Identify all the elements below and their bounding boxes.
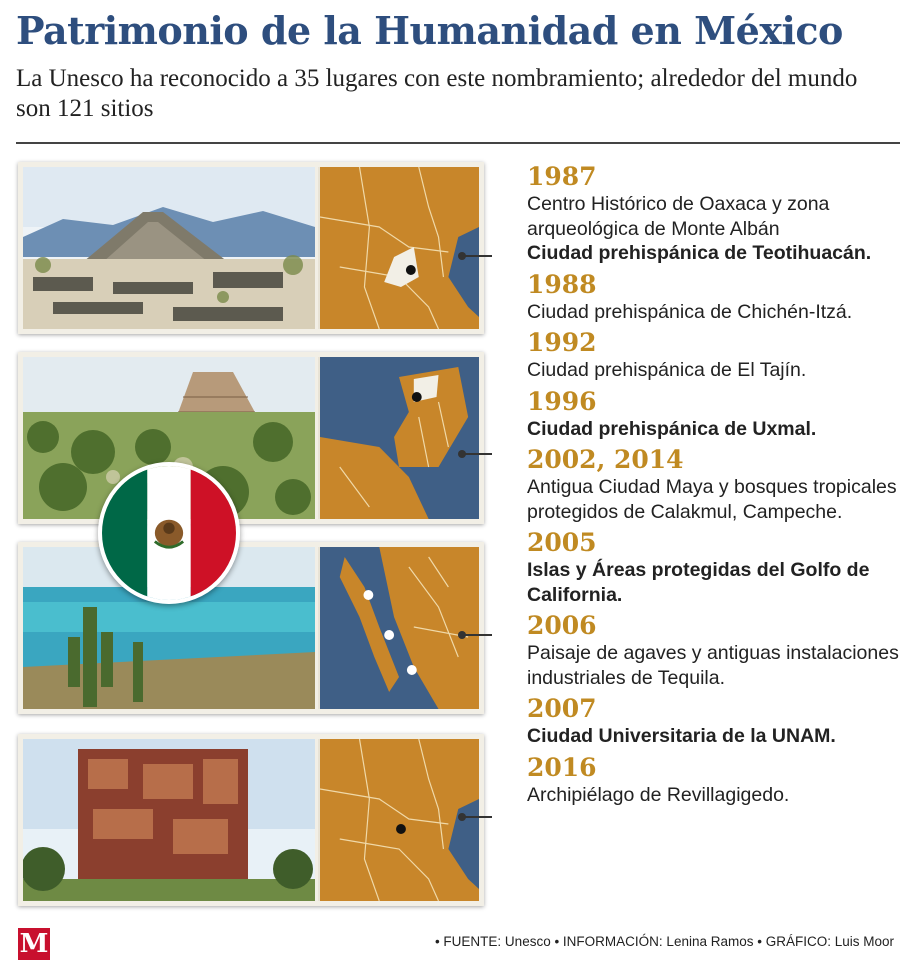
entry-year: 2006 bbox=[527, 611, 597, 640]
teotihuacan-pyramid-photo bbox=[23, 167, 315, 329]
entry-1987 bbox=[527, 162, 899, 266]
entry-description: Ciudad prehispánica de Chichén-Itzá. bbox=[527, 300, 853, 323]
entry-2005 bbox=[527, 528, 899, 607]
entry-1988 bbox=[527, 270, 899, 325]
entry-2002-2014 bbox=[527, 445, 899, 524]
entry-1996 bbox=[527, 387, 899, 442]
entry-year: 2002, 2014 bbox=[527, 445, 684, 474]
map-golfo-california bbox=[318, 547, 479, 709]
entry-description: Antigua Ciudad Maya y bosques tropicales protegidos de Calakmul, Campeche. bbox=[527, 476, 897, 523]
connector-teotihuacan bbox=[462, 255, 492, 257]
panel-uxmal bbox=[18, 352, 484, 524]
entry-description: Ciudad prehispánica de Teotihuacán. bbox=[527, 242, 872, 264]
entry-description: Ciudad prehispánica de El Tajín. bbox=[527, 359, 807, 381]
entry-year: 1988 bbox=[527, 269, 597, 299]
panel-teotihuacan bbox=[18, 162, 484, 334]
panel-golfo-california bbox=[18, 542, 484, 714]
connector-golfo-california bbox=[462, 634, 492, 636]
credits-line: • FUENTE: Unesco • INFORMACIÓN: Lenina Ramos • GRÁFICO: Luis Moor bbox=[434, 934, 894, 949]
entry-description: Ciudad Universitaria de la UNAM. bbox=[527, 725, 836, 747]
entry-1992 bbox=[527, 328, 899, 383]
entry-description: Centro Histórico de Oaxaca y zona arqueológica de Monte Albán bbox=[527, 193, 830, 240]
connector-uxmal bbox=[462, 453, 492, 455]
unam-library-photo bbox=[23, 739, 315, 901]
entry-2016 bbox=[527, 753, 899, 808]
entry-year: 1996 bbox=[527, 386, 597, 416]
page-title: Patrimonio de la Humanidad en México bbox=[16, 8, 843, 53]
panel-unam bbox=[18, 734, 484, 906]
entry-year: 1987 bbox=[527, 162, 597, 191]
map-unam bbox=[318, 739, 479, 901]
sites-list bbox=[527, 162, 899, 811]
map-uxmal bbox=[318, 357, 479, 519]
entry-year: 2005 bbox=[527, 528, 597, 557]
entry-description: Paisaje de agaves y antiguas instalaciones industriales de Tequila. bbox=[527, 642, 899, 689]
connector-unam bbox=[462, 816, 492, 818]
entry-description: Islas y Áreas protegidas del Golfo de California. bbox=[527, 559, 870, 606]
entry-year: 2007 bbox=[527, 694, 597, 723]
entry-2007 bbox=[527, 694, 899, 749]
entry-description: Ciudad prehispánica de Uxmal. bbox=[527, 417, 817, 440]
header-divider bbox=[16, 142, 900, 144]
entry-year: 1992 bbox=[527, 328, 597, 357]
milenio-logo: M bbox=[19, 929, 49, 959]
entry-2006 bbox=[527, 611, 899, 690]
map-teotihuacan bbox=[318, 167, 479, 329]
page-subtitle: La Unesco ha reconocido a 35 lugares con este nombramiento; alrededor del mundo son 121 sitios bbox=[16, 65, 858, 122]
entry-description: Archipiélago de Revillagigedo. bbox=[527, 783, 790, 806]
entry-year: 2016 bbox=[527, 752, 597, 782]
mexico-flag bbox=[98, 462, 240, 604]
